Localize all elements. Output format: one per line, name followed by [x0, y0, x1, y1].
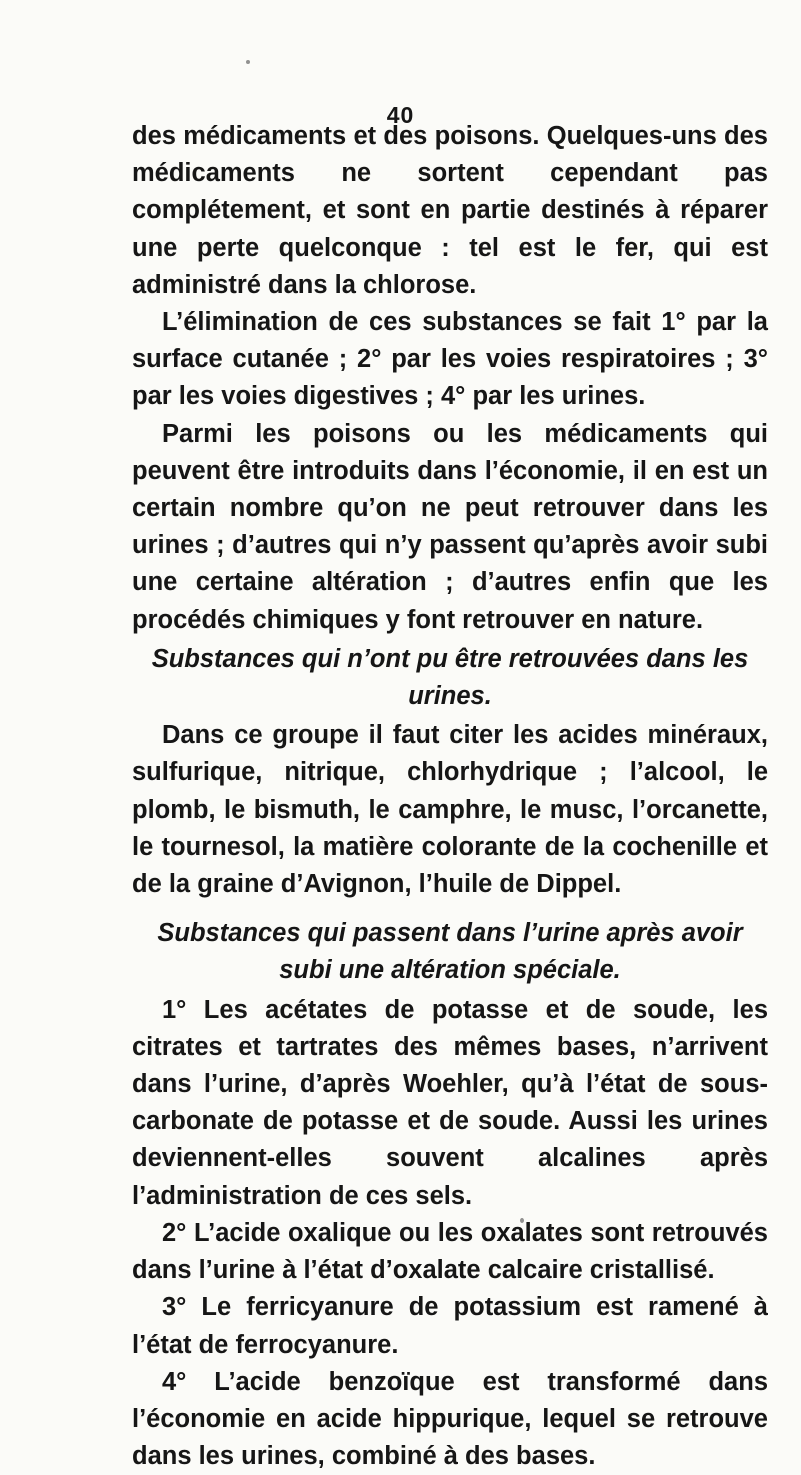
print-speck — [246, 60, 250, 64]
paragraph-3: Parmi les poisons ou les médicaments qui peuvent être introduits dans l’économie, il en est un certain nombre qu’on ne peut retrouver dans les urines ; d’autres qui n’y passent qu’après avoir subi une certaine altération ; d’autres enfin que les procédés chimiques y font retrouver en nature. — [132, 419, 768, 634]
section-heading-not-found: Substances qui n’ont pu être retrouvées dans les urines. — [151, 644, 749, 711]
paragraph-6: 2° L’acide oxalique ou les oxalates sont retrouvés dans l’urine à l’état d’oxalate calcaire cristallisé. — [132, 1218, 768, 1285]
page-number: 40 — [386, 102, 415, 128]
paragraph-7: 3° Le ferricyanure de potassium est ramené à l’état de ferrocyanure. — [132, 1293, 768, 1359]
paragraph-2: L’élimination de ces substances se fait 1° par la surface cutanée ; 2° par les voies respiratoires ; 3° par les voies digestives ; 4° par les urines. — [132, 308, 768, 411]
paragraph-4: Dans ce groupe il faut citer les acides minéraux, sulfurique, nitrique, chlorhydrique ; l’alcool, le plomb, le bismuth, le camphre, le musc, l’orcanette, le tournesol, la matière colorante de la cochenille et de la graine d’Avignon, l’huile de Dippel. — [132, 721, 768, 899]
paragraph-1: des médicaments et des poisons. Quelques-uns des médicaments ne sortent cependant pas complétement, et sont en partie destinés à réparer une perte quelconque : tel est le fer, qui est administré dans la chlorose. — [132, 122, 768, 299]
paragraph-5: 1° Les acétates de potasse et de soude, les citrates et tartrates des mêmes bases, n’arrivent dans l’urine, d’après Woehler, qu’à l’état de sous-carbonate de potasse et de soude. Aussi les urines deviennent-elles souvent alcalines après l’administration de ces sels. — [132, 995, 768, 1210]
paragraph-8: 4° L’acide benzoïque est transformé dans l’économie en acide hippurique, lequel se retrouve dans les urines, combiné à des bases. — [132, 1367, 768, 1471]
spacer — [132, 903, 768, 913]
page-body — [132, 118, 768, 1475]
section-heading-altered: Substances qui passent dans l’urine après avoir subi une altération spéciale. — [157, 919, 743, 985]
